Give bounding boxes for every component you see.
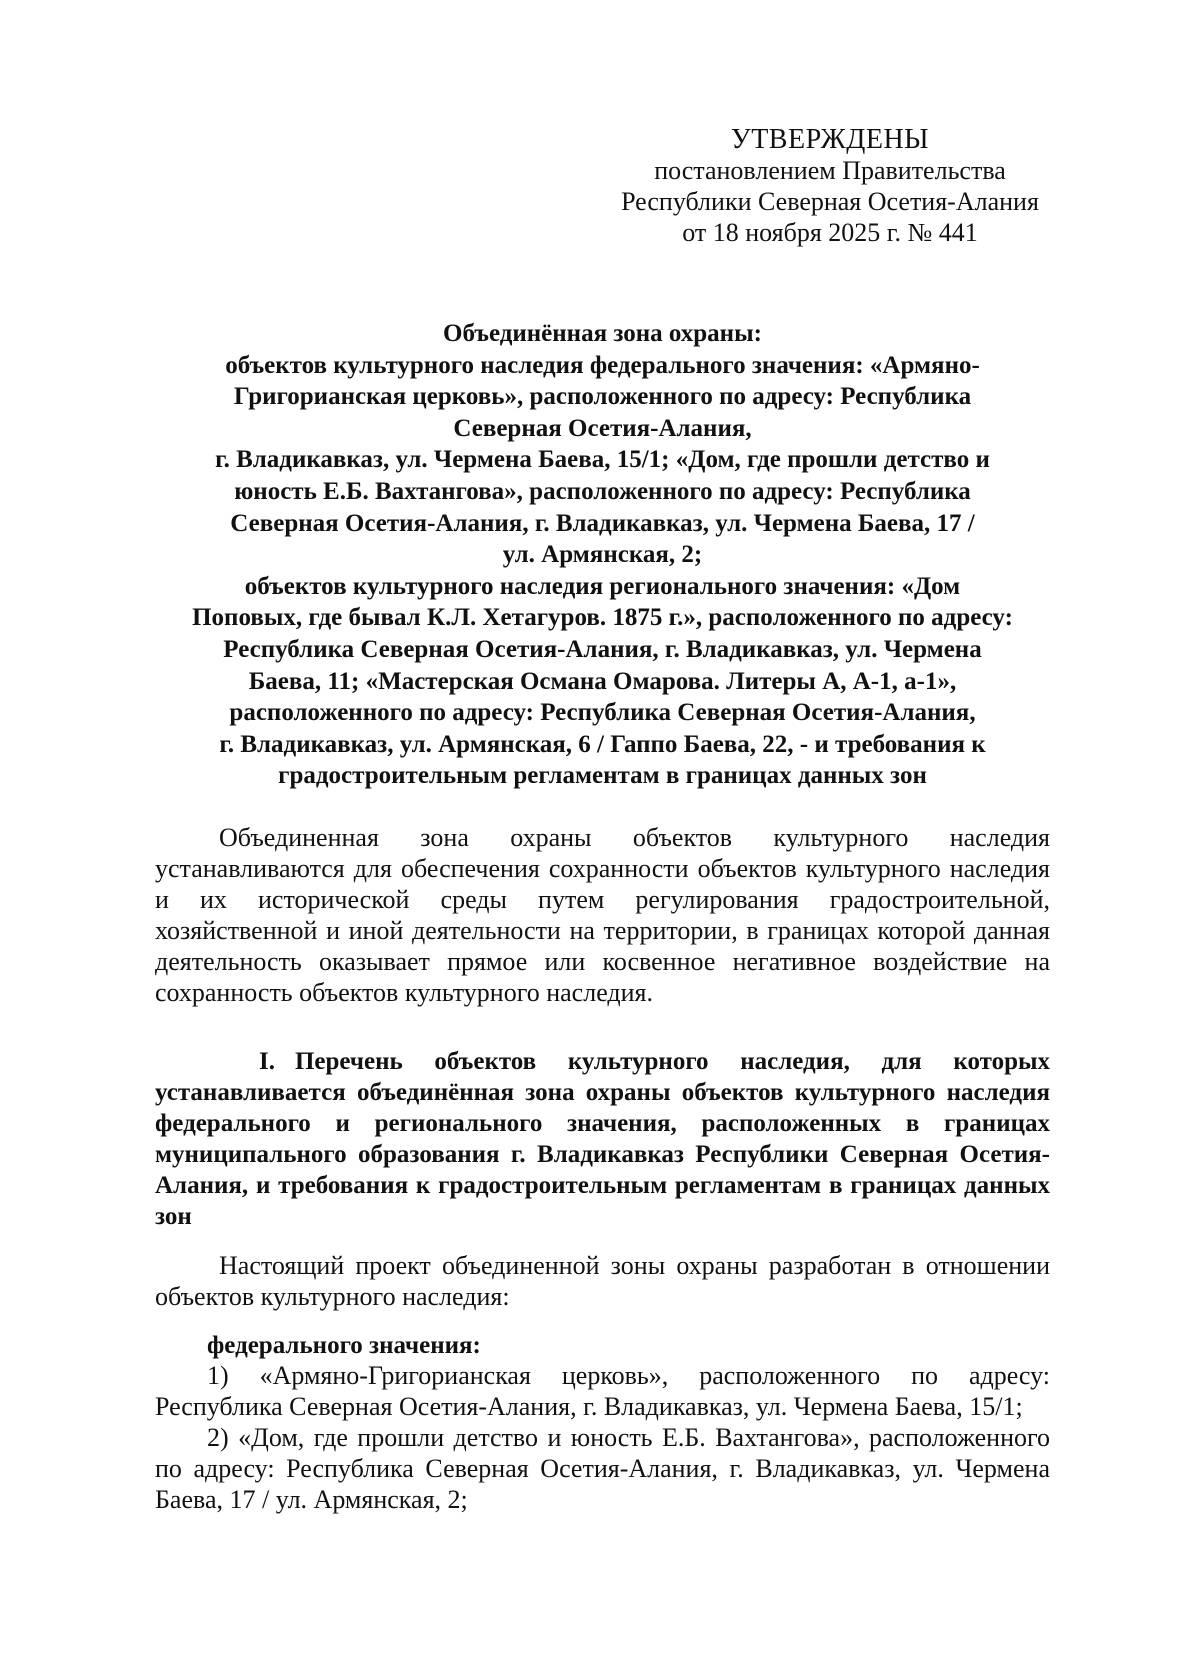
title-line: Григорианская церковь», расположенного по адресу: Республика: [233, 383, 972, 411]
title-line: ул. Армянская, 2;: [502, 541, 703, 569]
approval-line-2: Республики Северная Осетия-Алания: [621, 187, 1039, 216]
title-line: объектов культурного наследия регионального значения: «Дом: [244, 572, 961, 600]
document-title: [155, 318, 1050, 792]
section-number: I.: [259, 1048, 275, 1075]
title-line: расположенного по адресу: Республика Северная Осетия-Алания,: [229, 699, 976, 727]
title-line: Северная Осетия-Алания,: [453, 414, 752, 442]
federal-item-1: 1) «Армяно-Григорианская церковь», расположенного по адресу: Республика Северная Осетия-Алания, г. Владикавказ, ул. Чермена Баева, 15/1;: [155, 1361, 1050, 1421]
federal-item-2: 2) «Дом, где прошли детство и юность Е.Б. Вахтангова», расположенного по адресу: Республика Северная Осетия-Алания, г. Владикавказ, ул. Чермена Баева, 17 / ул. Армянская, 2;: [155, 1423, 1050, 1514]
approval-stamp: [600, 124, 1060, 248]
title-line: г. Владикавказ, ул. Чермена Баева, 15/1; «Дом, где прошли детство и: [215, 446, 990, 474]
title-line: юность Е.Б. Вахтангова», расположенного по адресу: Республика: [234, 477, 971, 505]
title-line: Северная Осетия-Алания, г. Владикавказ, ул. Чермена Баева, 17 /: [230, 509, 975, 537]
title-line: Поповых, где бывал К.Л. Хетагуров. 1875 г.», расположенного по адресу:: [192, 604, 1013, 632]
intro-paragraph: Объединенная зона охраны объектов культурного наследия устанавливаются для обеспечения сохранности объектов культурного наследия и их исторической среды путем регулирования градостроительной, хозяйственной и иной деятельности на территории, в границах которой данная деятельность оказывает прямое или косвенное негативное воздействие на сохранность объектов культурного наследия.: [155, 823, 1050, 1007]
title-line: г. Владикавказ, ул. Армянская, 6 / Гаппо Баева, 22, - и требования к: [219, 730, 986, 758]
approval-word: УТВЕРЖДЕНЫ: [730, 124, 930, 155]
title-line: объектов культурного наследия федерального значения: «Армяно-: [225, 351, 980, 379]
title-line: Объединённая зона охраны:: [443, 320, 762, 347]
approval-line-1: постановлением Правительства: [654, 156, 1006, 185]
title-line: Республика Северная Осетия-Алания, г. Владикавказ, ул. Чермена: [223, 635, 982, 663]
title-line: Баева, 11; «Мастерская Османа Омарова. Литеры А, А-1, а-1»,: [248, 667, 957, 695]
section-title: Перечень объектов культурного наследия, для которых устанавливается объединённая зона охраны объектов культурного наследия федерального и регионального значения, расположенных в границах муниципального образования г. Владикавказ Республики Северная Осетия-Алания, и требования к градостроительным регламентам в границах данных зон: [155, 1048, 1050, 1230]
federal-heading: федерального значения:: [207, 1332, 481, 1359]
section-1-heading: [155, 1046, 1050, 1232]
project-paragraph: Настоящий проект объединенной зоны охраны разработан в отношении объектов культурного наследия:: [155, 1251, 1050, 1311]
approval-line-3: от 18 ноября 2025 г. № 441: [682, 218, 978, 247]
title-line: градостроительным регламентам в границах данных зон: [278, 762, 927, 790]
